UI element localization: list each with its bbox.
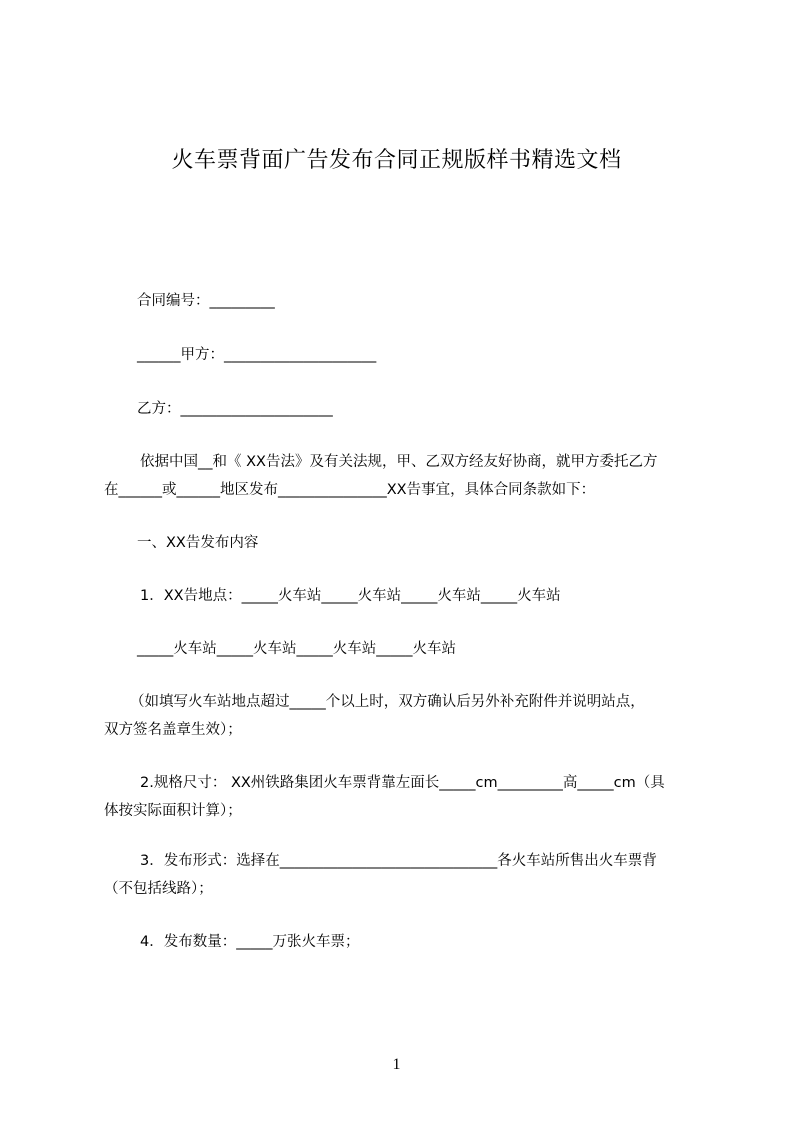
preamble-line-2: 在______或______地区发布_______________XX告事宜，具体合同条款如下： [104,482,596,498]
page-number: 1 [392,1056,401,1073]
item-1-location-line-1: 1．XX告地点：_____火车站_____火车站_____火车站_____火车站 [140,588,561,604]
location-note-line-1: （如填写火车站地点超过_____个以上时，双方确认后另外补充附件并说明站点， [130,694,645,710]
section-1-heading: 一、XX告发布内容 [137,535,259,551]
item-4-quantity-line: 4．发布数量：_____万张火车票； [140,934,360,950]
document-title: 火车票背面广告发布合同正规版样书精选文档 [171,148,622,173]
item-2-size-line-1: 2.规格尺寸： XX州铁路集团火车票背靠左面长_____cm_________高_____cm（具 [140,775,665,791]
item-3-form-line-1: 3．发布形式：选择在______________________________各火车站所售出火车票背 [140,853,657,869]
contract-number-line: 合同编号：_________ [137,293,275,309]
preamble-line-1: 依据中国__和《 XX告法》及有关法规，甲、乙双方经友好协商，就甲方委托乙方 [140,454,658,470]
location-note-line-2: 双方签名盖章生效）； [104,722,242,738]
item-2-size-line-2: 体按实际面积计算）； [104,803,242,819]
party-a-line: ______甲方：_____________________ [137,347,377,363]
party-b-line: 乙方：_____________________ [137,401,333,417]
item-3-form-line-2: （不包括线路）； [104,881,213,897]
item-1-location-line-2: _____火车站_____火车站_____火车站_____火车站 [137,641,456,657]
